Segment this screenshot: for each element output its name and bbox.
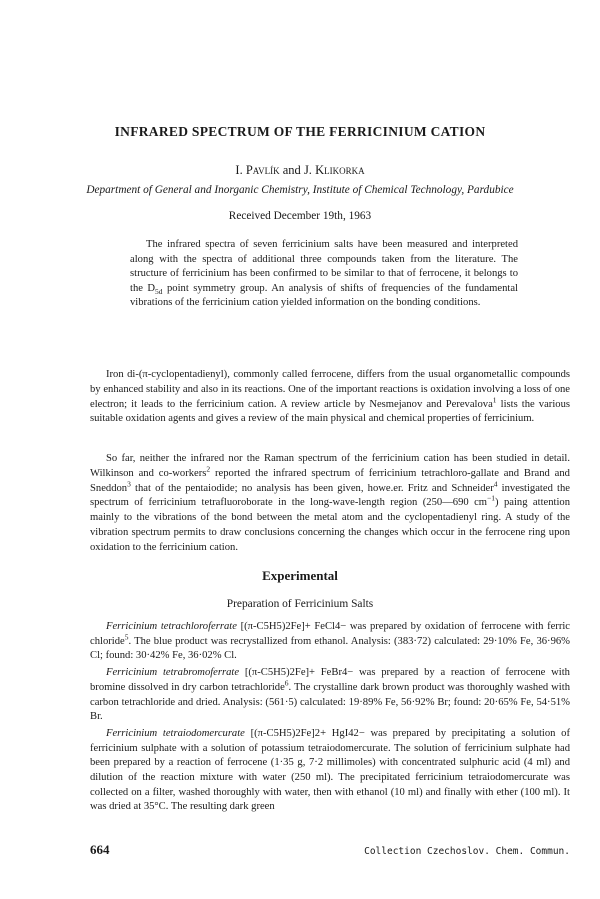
intro-p2-text-5: ) paing attention mainly to the vibrations of the bond between the metal atom and the cyclopentadienyl ring. A study of the vibration spectrum permits to draw conclusions concerning the changes which occur in the ferrocene ring upon oxidation to the ferricinium cation. bbox=[90, 497, 570, 553]
abstract-text-1: The infrared spectra of seven ferricinium salts have been measured and interpreted along with the spectra of additional three compounds taken from the literature. The structure of ferricinium has been confirmed to be similar to that of ferrocene, it belongs to the D bbox=[130, 239, 518, 294]
exp-paragraph-3 bbox=[90, 727, 570, 815]
intro-p2-text-4: investigated the spectrum of ferricinium tetrafluoroborate in the long-wave-length region (250—690 cm bbox=[90, 482, 570, 509]
compound-name-2: Ferricinium tetrabromoferrate bbox=[106, 667, 240, 679]
journal-name: Collection Czechoslov. Chem. Commun. bbox=[364, 846, 570, 857]
author1-initial: I. bbox=[235, 163, 243, 177]
unit-exponent: −1 bbox=[487, 493, 496, 503]
author2-name: Klikorka bbox=[315, 163, 365, 177]
compound-name-3: Ferricinium tetraiodomercurate bbox=[106, 727, 245, 739]
exp-p2-text-2: . The crystalline dark brown product was thoroughly washed with carbon tetrachloride and dried. Analysis: (561·5) calculated: 19·89% Fe, 56·92% Br; found: 20·65% Fe, 54·51% Br. bbox=[90, 681, 570, 723]
compound-formula-2: [(π-C5H5)2Fe]+ FeBr4− bbox=[244, 667, 354, 679]
intro-p2-text-3: that of the pentaiodide; no analysis has been given, howe.er. Fritz and Schneider bbox=[130, 482, 494, 494]
reference-2: 2 bbox=[206, 464, 211, 474]
author2-initial: J. bbox=[303, 163, 312, 177]
reference-5: 5 bbox=[124, 632, 129, 642]
intro-p2-text-1: So far, neither the infrared nor the Raman spectrum of the ferricinium cation has been studied in detail. Wilkinson and co-workers bbox=[90, 453, 570, 479]
exp-p2-text-1: was prepared by a reaction of ferrocene with bromine dissolved in dry carbon tetrachloride bbox=[90, 667, 570, 693]
exp-paragraph-1 bbox=[90, 620, 570, 664]
reference-4: 4 bbox=[493, 479, 498, 489]
exp-p1-text-1: was prepared by oxidation of ferrocene with ferric chloride bbox=[90, 621, 571, 647]
page-number: 664 bbox=[90, 842, 110, 857]
author1-name: Pavlík bbox=[245, 163, 280, 177]
reference-3: 3 bbox=[127, 479, 131, 489]
exp-p3-text-1: was prepared by precipitating a solution of ferricinium sulphate with a solution of potassium tetraiodomercurate. The solution of ferricinium sulphate had been prepared by a reaction of ferrocene (1·35 g, 7·2 millimoles) with concentrated sulphuric acid (4 ml) and dilution of the reaction mixture with water (250 ml). The precipitated ferricinium tetraiodomercurate was collected on a filter, washed thoroughly with water, then with ethanol (10 ml) and finally with ether (100 ml). It was dried at 35°C. The resulting dark green bbox=[90, 727, 570, 813]
compound-name-1: Ferricinium tetrachloroferrate bbox=[106, 621, 237, 632]
abstract-text-2: point symmetry group. An analysis of shifts of frequencies of the fundamental vibrations of the ferricinium cation yielded information on the bonding conditions. bbox=[130, 282, 518, 309]
article-title: INFRARED SPECTRUM OF THE FERRICINIUM CATION bbox=[114, 124, 486, 139]
abstract-subscript: 5d bbox=[155, 286, 163, 296]
received-date: Received December 19th, 1963 bbox=[228, 210, 372, 222]
author-conjunction: and bbox=[282, 163, 301, 177]
compound-formula-3: [(π-C5H5)2Fe]2+ HgI42− bbox=[250, 727, 365, 739]
exp-p1-text-2: . The blue product was recrystallized from ethanol. Analysis: (383·72) calculated: 29·10% Fe, 36·96% Cl; found: 30·42% Fe, 36·02% Cl. bbox=[90, 635, 570, 662]
intro-paragraph-2 bbox=[90, 452, 570, 556]
experimental-body bbox=[90, 620, 570, 817]
intro-p1-text-1: Iron di-(π-cyclopentadienyl), commonly called ferrocene, differs from the usual organometallic compounds by enhanced stability and also in its reactions. One of the important reactions is oxidation involving a loss of one electron; it leads to the ferricinium cation. A review article by Nesmejanov and Perevalova bbox=[90, 369, 570, 410]
compound-formula-1: [(π-C5H5)2Fe]+ FeCl4− bbox=[240, 621, 347, 632]
exp-paragraph-2 bbox=[90, 666, 570, 725]
subsection-heading: Preparation of Ferricinium Salts bbox=[226, 598, 374, 610]
reference-6: 6 bbox=[284, 678, 289, 688]
intro-p1-text-2: lists the various suitable oxidation agents and gives a review of the main physical and chemical properties of ferricinium. bbox=[90, 398, 570, 425]
intro-p2-text-2: reported the infrared spectrum of ferricinium tetrachloro-gallate and Brand and Sneddon bbox=[90, 467, 570, 494]
author-line bbox=[0, 163, 600, 178]
reference-1: 1 bbox=[492, 395, 497, 405]
abstract bbox=[130, 238, 518, 311]
section-heading: Experimental bbox=[262, 568, 338, 583]
affiliation: Department of General and Inorganic Chemistry, Institute of Chemical Technology, Pardubice bbox=[86, 184, 514, 196]
intro-paragraph-1 bbox=[90, 368, 570, 427]
